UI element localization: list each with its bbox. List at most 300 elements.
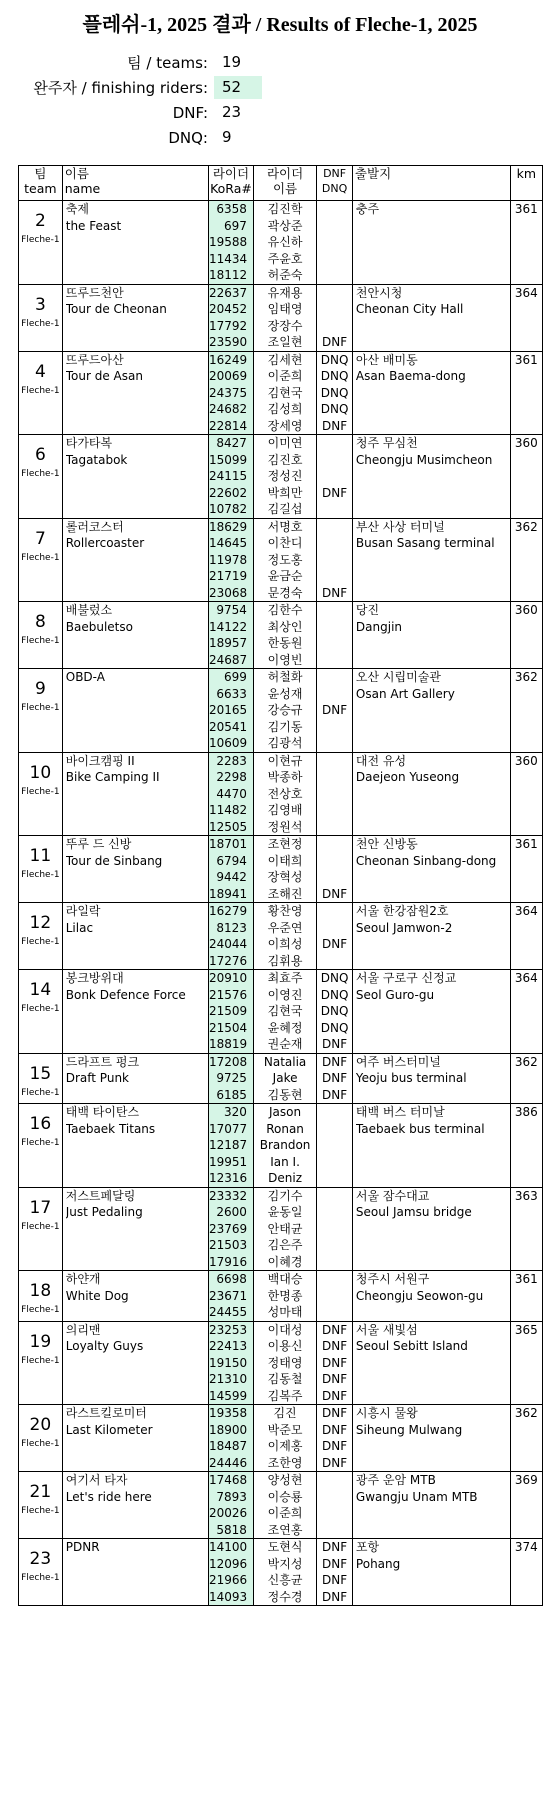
start-ko: 대전 유성	[355, 753, 407, 768]
rider-status: DNF	[322, 1422, 348, 1437]
status-cell	[317, 435, 353, 519]
rider-cell	[253, 970, 316, 1054]
status-cell	[317, 903, 353, 970]
rider-status: DNF	[322, 1054, 348, 1069]
status-cell	[317, 201, 353, 285]
rider-name: 이태희	[267, 853, 303, 868]
team-number: 20	[29, 1415, 52, 1435]
kora-number: 10782	[209, 502, 248, 516]
rider-status	[317, 920, 352, 937]
kora-number: 20026	[209, 1506, 248, 1520]
rider-cell	[253, 602, 316, 669]
km-cell	[510, 602, 542, 669]
rider-status: DNQ	[320, 402, 349, 416]
kora-number: 697	[224, 218, 247, 233]
team-name-en: Last Kilometer	[65, 1422, 153, 1437]
rider-status: DNF	[322, 1087, 348, 1102]
kora-number: 10609	[209, 736, 248, 750]
km-cell	[510, 1472, 542, 1539]
start-en: Busan Sasang terminal	[355, 536, 495, 550]
summary-value: 19	[222, 53, 242, 71]
start-ko: 청주 무심천	[355, 436, 418, 450]
start-cell	[352, 435, 510, 519]
kora-number: 12505	[209, 819, 248, 834]
team-event: Fleche-1	[21, 786, 60, 797]
team-number: 7	[34, 528, 46, 549]
rider-status	[317, 201, 352, 218]
team-name-en: Tour de Asan	[65, 369, 143, 383]
team-name-en	[66, 1556, 208, 1573]
rider-status: DNF	[322, 585, 348, 600]
rider-status	[317, 452, 352, 469]
team-number: 16	[29, 1114, 52, 1134]
team-name-en: Draft Punk	[65, 1071, 129, 1085]
kora-cell	[209, 836, 254, 903]
kora-number: 4470	[216, 786, 247, 801]
rider-status	[317, 652, 352, 669]
team-event: Fleche-1	[21, 385, 60, 396]
rider-name: 이준희	[267, 1506, 303, 1520]
rider-status: DNF	[322, 1455, 348, 1470]
rider-name: 김한수	[267, 603, 303, 617]
kora-number: 19951	[209, 1154, 248, 1169]
kora-number: 6633	[216, 686, 247, 701]
rider-cell	[253, 351, 316, 435]
rider-name: 정태영	[267, 1355, 303, 1370]
km-value: 362	[514, 670, 538, 684]
kora-number: 18900	[209, 1422, 248, 1437]
rider-status	[317, 501, 352, 518]
km-value: 364	[514, 285, 538, 300]
team-name-ko: PDNR	[65, 1540, 100, 1554]
kora-number: 16279	[209, 904, 248, 918]
kora-number: 14645	[209, 536, 248, 550]
km-value: 362	[514, 1406, 538, 1420]
start-en: Cheongju Seowon-gu	[355, 1288, 484, 1303]
rider-name: 장혁성	[267, 870, 303, 884]
start-en: Daejeon Yuseong	[355, 770, 460, 784]
rider-name: 정원석	[267, 819, 303, 834]
start-cell	[352, 903, 510, 970]
team-row	[19, 752, 543, 836]
km-value: 386	[514, 1105, 538, 1119]
kora-number: 18701	[209, 837, 248, 851]
rider-name: 윤금순	[267, 569, 303, 583]
rider-status	[317, 836, 352, 853]
km-cell	[510, 903, 542, 970]
kora-number: 24687	[209, 652, 248, 667]
start-en	[356, 218, 510, 235]
team-name-cell	[62, 1472, 208, 1539]
team-number: 11	[29, 846, 52, 866]
kora-number: 18941	[209, 886, 248, 901]
start-en: Seoul Sebitt Island	[355, 1339, 468, 1353]
start-cell	[352, 1271, 510, 1322]
summary-label: DNQ:	[168, 128, 208, 147]
team-name-cell	[62, 518, 208, 602]
summary-label: DNF:	[172, 103, 208, 122]
team-number-cell	[19, 752, 63, 836]
kora-number: 18819	[209, 1037, 248, 1051]
kora-number: 9754	[216, 603, 247, 617]
team-name-ko: 태백 타이탄스	[65, 1105, 140, 1119]
rider-name: 조연홍	[267, 1522, 303, 1537]
rider-name: 김세현	[267, 352, 303, 367]
km-value: 369	[514, 1473, 538, 1487]
team-number: 14	[29, 980, 52, 1000]
start-en: Siheung Mulwang	[355, 1422, 463, 1437]
kora-number: 23253	[209, 1322, 248, 1337]
rider-status	[317, 635, 352, 652]
rider-status	[317, 285, 352, 302]
start-ko: 서울 한강잠원2호	[355, 904, 449, 918]
team-number: 6	[34, 445, 46, 465]
rider-status	[317, 1505, 352, 1522]
rider-name: 박종하	[267, 770, 303, 784]
start-en: Cheonan City Hall	[355, 302, 464, 316]
rider-status	[317, 619, 352, 636]
rider-status: DNF	[322, 485, 348, 500]
km-value: 365	[514, 1322, 538, 1337]
kora-number: 23332	[209, 1188, 248, 1203]
team-name-cell	[62, 836, 208, 903]
team-name-en: Tour de Sinbang	[65, 853, 163, 868]
rider-cell	[253, 669, 316, 753]
kora-number: 9442	[216, 870, 247, 884]
start-ko: 여주 버스터미널	[355, 1054, 441, 1069]
rider-name: 이희성	[267, 937, 303, 951]
start-cell	[352, 1321, 510, 1405]
team-name-ko: 뜨루드아산	[65, 352, 124, 367]
rider-cell	[253, 752, 316, 836]
team-name-ko: 타가타복	[65, 436, 113, 450]
rider-status	[317, 552, 352, 569]
start-cell	[352, 752, 510, 836]
start-cell	[352, 836, 510, 903]
status-cell	[317, 1321, 353, 1405]
kora-number: 22413	[209, 1339, 248, 1353]
km-value: 360	[514, 436, 538, 450]
rider-status: DNF	[322, 1589, 348, 1604]
rider-status	[317, 819, 352, 836]
kora-number: 2298	[216, 770, 247, 784]
rider-name: 김기수	[267, 1188, 303, 1203]
team-number: 12	[29, 913, 52, 933]
team-event: Fleche-1	[21, 1087, 60, 1098]
start-cell	[352, 1053, 510, 1104]
rider-status	[317, 1221, 352, 1238]
team-number-cell	[19, 1539, 63, 1606]
start-en: Osan Art Gallery	[355, 686, 455, 701]
team-name-ko: 여기서 타자	[65, 1473, 128, 1487]
rider-status: DNF	[322, 1439, 348, 1453]
kora-number: 2283	[216, 753, 247, 768]
team-name-en: the Feast	[65, 218, 122, 233]
rider-name: 김진학	[267, 202, 303, 216]
kora-number: 12316	[209, 1171, 248, 1185]
rider-status	[317, 1304, 352, 1321]
team-name-en: Bike Camping II	[65, 770, 160, 784]
rider-status	[317, 753, 352, 770]
team-name-ko: 의리맨	[65, 1322, 101, 1337]
rider-name: 이미연	[267, 436, 303, 450]
team-name-cell	[62, 903, 208, 970]
kora-number: 20165	[209, 703, 248, 717]
rider-name: 이찬디	[267, 536, 303, 550]
kora-number: 23068	[209, 585, 248, 600]
status-cell	[317, 669, 353, 753]
kora-number: 17208	[209, 1054, 248, 1069]
rider-status	[317, 218, 352, 235]
rider-name: 김현국	[267, 385, 303, 400]
rider-name: Natalia	[263, 1054, 307, 1069]
rider-name: 조일현	[267, 335, 303, 349]
rider-name: 이준희	[267, 369, 303, 383]
kora-number: 21503	[209, 1238, 248, 1252]
team-name-ko: OBD-A	[65, 670, 105, 684]
team-name-cell	[62, 752, 208, 836]
rider-status	[317, 869, 352, 886]
team-number: 9	[34, 679, 46, 699]
team-name-en: Lilac	[65, 920, 94, 935]
rider-name: 문경숙	[267, 585, 303, 600]
kora-number: 2600	[216, 1205, 247, 1219]
team-name-cell	[62, 669, 208, 753]
rider-status	[317, 953, 352, 970]
kora-number: 21719	[209, 569, 248, 583]
team-number: 2	[34, 211, 46, 231]
team-name-ko: 드라프트 펑크	[65, 1054, 140, 1069]
team-name-ko: 뜨루드천안	[65, 285, 124, 300]
team-event: Fleche-1	[21, 1138, 60, 1148]
rider-status	[317, 802, 352, 819]
rider-name: 우준연	[267, 920, 303, 935]
rider-status: DNF	[322, 1339, 348, 1353]
rider-status	[317, 769, 352, 786]
km-value: 374	[514, 1540, 538, 1554]
team-name-en: Loyalty Guys	[65, 1339, 144, 1353]
rider-name: 김진	[273, 1406, 297, 1420]
rider-cell	[253, 201, 316, 285]
start-cell	[352, 1187, 510, 1271]
team-name-ko: 축제	[65, 202, 89, 216]
status-cell	[317, 1187, 353, 1271]
rider-name: 허준숙	[267, 268, 303, 282]
team-row	[19, 435, 543, 519]
team-row	[19, 1405, 543, 1472]
rider-name: 이혜경	[267, 1254, 303, 1269]
start-ko: 포항	[355, 1540, 380, 1554]
rider-name: 안태균	[267, 1221, 303, 1236]
rider-status: DNF	[322, 1322, 348, 1337]
status-cell	[317, 602, 353, 669]
kora-number: 9725	[216, 1071, 247, 1085]
team-number-cell	[19, 669, 63, 753]
team-name-ko: 바이크캠핑 II	[65, 753, 135, 768]
kora-number: 6358	[216, 202, 247, 216]
rider-name: 정도홍	[267, 552, 303, 567]
rider-status	[317, 1472, 352, 1489]
km-value: 361	[514, 1272, 538, 1286]
rider-cell	[253, 284, 316, 351]
rider-name: 박지성	[267, 1556, 303, 1571]
rider-status	[317, 602, 352, 619]
team-number: 4	[34, 361, 46, 382]
header-status: DNF DNQ	[317, 166, 353, 201]
kora-number: 23590	[209, 335, 248, 349]
team-row	[19, 1104, 543, 1188]
team-row	[19, 903, 543, 970]
team-name-cell	[62, 284, 208, 351]
team-event: Fleche-1	[21, 1355, 60, 1366]
kora-cell	[209, 1053, 254, 1104]
team-number-cell	[19, 284, 63, 351]
start-cell	[352, 351, 510, 435]
rider-name: 정성진	[267, 469, 303, 483]
team-name-ko: 라일락	[65, 904, 101, 918]
rider-name: 최효주	[267, 971, 303, 985]
start-ko: 서울 잠수대교	[355, 1188, 430, 1203]
rider-name: 김영배	[267, 803, 303, 817]
start-en: Yeoju bus terminal	[355, 1071, 467, 1085]
kora-number: 21509	[209, 1004, 248, 1018]
kora-number: 16249	[209, 352, 248, 367]
team-row	[19, 1271, 543, 1322]
team-number-cell	[19, 1187, 63, 1271]
rider-status	[317, 1137, 352, 1154]
start-en: Seoul Jamwon-2	[355, 920, 453, 935]
kora-number: 320	[224, 1105, 247, 1119]
start-en: Dangjin	[355, 619, 403, 634]
rider-name: 박희만	[267, 485, 303, 500]
start-en: Cheongju Musimcheon	[355, 452, 493, 467]
kora-number: 19358	[209, 1406, 248, 1420]
team-event: Fleche-1	[21, 703, 60, 713]
kora-cell	[209, 970, 254, 1054]
team-event: Fleche-1	[21, 870, 60, 880]
kora-number: 20541	[209, 719, 248, 734]
start-ko: 부산 사상 터미널	[355, 519, 445, 534]
rider-status: DNF	[322, 886, 348, 901]
kora-number: 18487	[209, 1439, 248, 1453]
start-cell	[352, 201, 510, 285]
rider-name: 조현정	[267, 837, 303, 851]
rider-status	[317, 1188, 352, 1205]
rider-status	[317, 535, 352, 552]
team-event: Fleche-1	[21, 552, 60, 563]
team-name-cell	[62, 1053, 208, 1104]
team-number: 3	[34, 294, 46, 315]
results-table	[18, 165, 543, 1606]
km-value: 362	[514, 1054, 538, 1069]
kora-cell	[209, 669, 254, 753]
team-row	[19, 284, 543, 351]
rider-status: DNQ	[320, 1020, 349, 1035]
rider-name: 윤동일	[267, 1205, 303, 1219]
km-cell	[510, 752, 542, 836]
team-number-cell	[19, 201, 63, 285]
rider-cell	[253, 435, 316, 519]
team-event: Fleche-1	[21, 1004, 60, 1014]
kora-number: 20452	[209, 302, 248, 316]
rider-status	[317, 786, 352, 803]
summary-value: 23	[222, 103, 242, 121]
team-name-cell	[62, 351, 208, 435]
team-number-cell	[19, 435, 63, 519]
team-number-cell	[19, 518, 63, 602]
rider-name: 유신하	[267, 235, 303, 249]
kora-cell	[209, 1187, 254, 1271]
start-ko: 청주시 서원구	[355, 1272, 430, 1286]
kora-number: 699	[224, 670, 247, 684]
header-rider: 라이더 이름	[253, 166, 316, 201]
kora-number: 12187	[209, 1138, 248, 1152]
rider-status	[317, 1271, 352, 1288]
team-event: Fleche-1	[21, 1573, 60, 1583]
start-cell	[352, 669, 510, 753]
rider-cell	[253, 1187, 316, 1271]
rider-status: DNQ	[320, 385, 349, 400]
kora-number: 19588	[209, 235, 248, 249]
start-ko: 당진	[355, 603, 380, 617]
summary-row	[20, 100, 320, 125]
rider-status: DNF	[322, 1388, 348, 1403]
status-cell	[317, 351, 353, 435]
rider-name: 이제홍	[267, 1439, 303, 1453]
rider-status	[317, 735, 352, 752]
team-event: Fleche-1	[21, 235, 60, 245]
team-number: 21	[29, 1482, 52, 1502]
rider-status: DNF	[322, 418, 348, 433]
rider-status	[317, 1121, 352, 1138]
team-row	[19, 602, 543, 669]
team-name-cell	[62, 970, 208, 1054]
km-cell	[510, 201, 542, 285]
rider-cell	[253, 1104, 316, 1188]
rider-name: 이영빈	[267, 652, 303, 667]
rider-status	[317, 435, 352, 452]
km-cell	[510, 1405, 542, 1472]
rider-name: Jake	[272, 1071, 298, 1085]
kora-number: 24446	[209, 1455, 248, 1470]
status-cell	[317, 1539, 353, 1606]
km-value: 361	[514, 202, 538, 216]
team-number-cell	[19, 1321, 63, 1405]
team-name-ko: 저스트페달링	[65, 1188, 136, 1203]
rider-name: 윤혜정	[267, 1020, 303, 1035]
rider-name: 권순재	[267, 1037, 303, 1051]
page-title: 플레쉬-1, 2025 결과 / Results of Fleche-1, 2025	[82, 14, 478, 36]
kora-number: 24375	[209, 385, 248, 400]
rider-cell	[253, 836, 316, 903]
rider-status	[317, 251, 352, 268]
team-name-en: Taebaek Titans	[65, 1121, 156, 1136]
team-name-cell	[62, 602, 208, 669]
summary-value: 52	[214, 76, 262, 99]
kora-cell	[209, 1321, 254, 1405]
team-name-en: Tagatabok	[65, 452, 128, 467]
team-name-ko: 배불렀소	[65, 603, 113, 617]
status-cell	[317, 836, 353, 903]
rider-status	[317, 903, 352, 920]
kora-cell	[209, 1271, 254, 1322]
team-name-ko: 롤러코스터	[65, 519, 124, 534]
rider-status	[317, 1522, 352, 1539]
rider-name: Jason	[269, 1105, 302, 1119]
team-number-cell	[19, 836, 63, 903]
rider-name: Deniz	[268, 1171, 302, 1185]
team-event: Fleche-1	[21, 636, 60, 646]
